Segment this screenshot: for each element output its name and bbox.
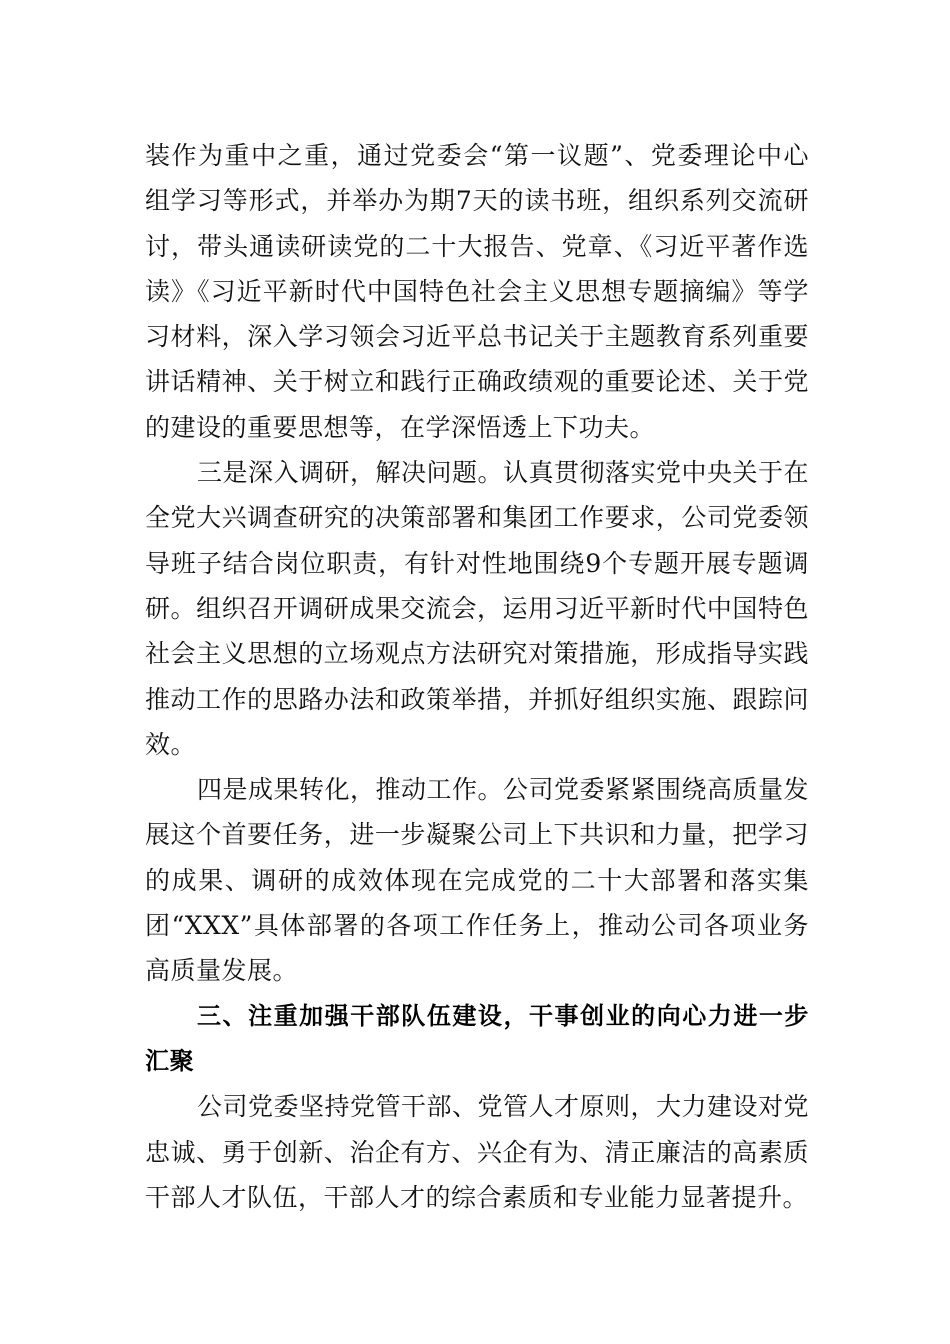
paragraph-study-continuation: 装作为重中之重，通过党委会“第一议题”、党委理论中心组学习等形式，并举办为期7天的读书班，组织系列交流研讨，带头通读研读党的二十大报告、党章、《习近平著作选读》《习近平新时代中国特色社会主义思想专题摘编》等学习材料，深入学习领会习近平总书记关于主题教育系列重要讲话精神、关于树立和践行正确政绩观的重要论述、关于党的建设的重要思想等，在学深悟透上下功夫。 [145,141,809,442]
paragraph-results-transformation: 四是成果转化，推动工作。公司党委紧紧围绕高质量发展这个首要任务，进一步凝聚公司上下共识和力量，把学习的成果、调研的成效体现在完成党的二十大部署和落实集团“XXX”具体部署的各项工作任务上，推动公司各项业务高质量发展。 [145,775,810,986]
paragraph-cadre-principles: 公司党委坚持党管干部、党管人才原则，大力建设对党忠诚、勇于创新、治企有方、兴企有为、清正廉洁的高素质干部人才队伍，干部人才的综合素质和专业能力显著提升。 [145,1092,810,1212]
document-body [145,133,809,1220]
paragraph-in-depth-research: 三是深入调研，解决问题。认真贯彻落实党中央关于在全党大兴调查研究的决策部署和集团工作要求，公司党委领导班子结合岗位职责，有针对性地围绕9个专题开展专题调研。组织召开调研成果交流会，运用习近平新时代中国特色社会主义思想的立场观点方法研究对策措施，形成指导实践推动工作的思路办法和政策举措，并抓好组织实施、跟踪问效。 [145,458,810,759]
section-heading-cadre-team: 三、注重加强干部队伍建设，干事创业的向心力进一步汇聚 [145,1001,809,1075]
